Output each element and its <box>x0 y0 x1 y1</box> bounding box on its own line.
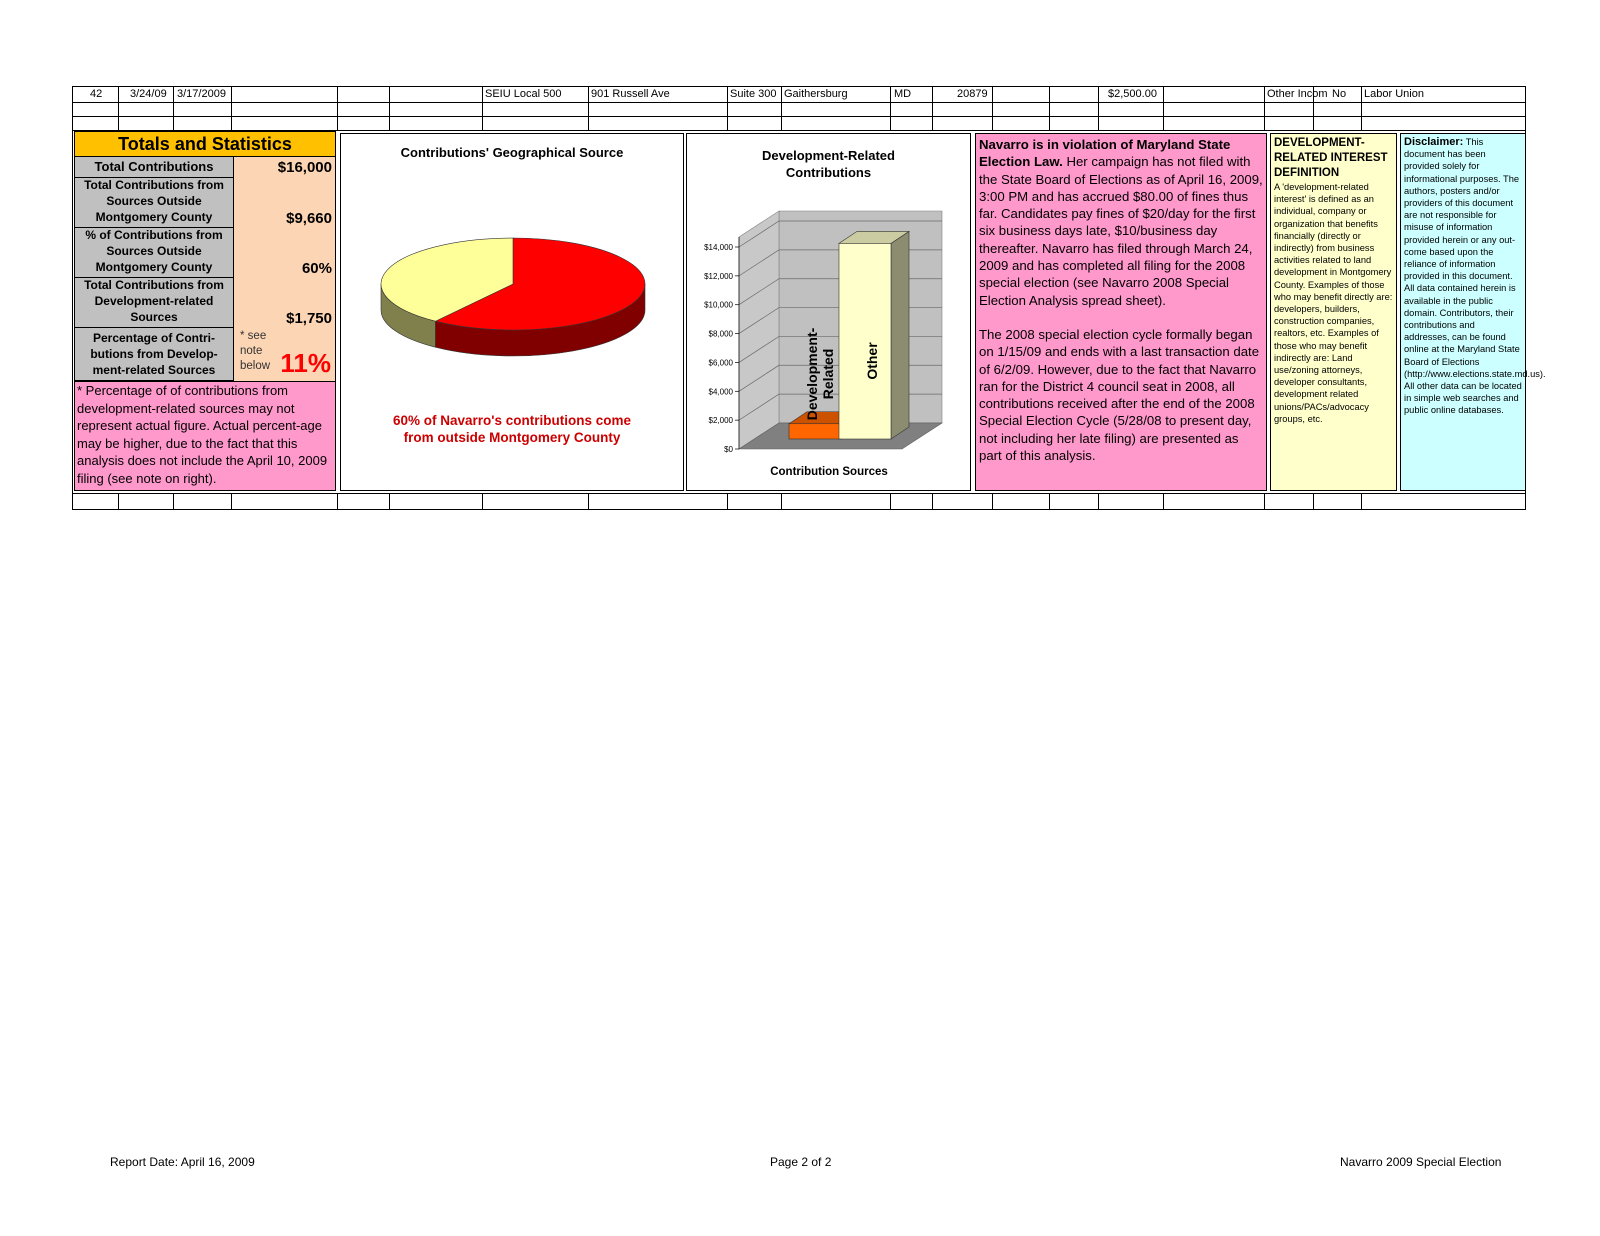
definition-body: A 'development-related interest' is defined as an individual, company or organization that benefits financially (directly or indirectly) from business activities related to land development in Montgomery County. Examples of those who may benefit directly are: developers, builders, construction companies, realtors, etc. Examples of those who may benefit indirectly are: Land use/zoning attorneys, developer consultants, development related unions/PACs/advocacy groups, etc. <box>1274 182 1393 424</box>
totals-value-percent <box>233 327 335 381</box>
row-address: 901 Russell Ave <box>591 88 670 100</box>
totals-row <box>75 327 335 381</box>
totals-label: % of Contributions from Sources Outside Montgomery County <box>85 228 223 274</box>
definition-heading: DEVELOPMENT-RELATED INTEREST DEFINITION <box>1274 137 1388 179</box>
row-state: MD <box>894 88 912 100</box>
geo-source-chart <box>340 133 684 491</box>
bar-0 <box>789 424 841 439</box>
bar-category-label: Other <box>864 342 880 380</box>
disclaimer-body: This document has been provided solely for informational purposes. The authors, posters and/or providers of this document are not responsible for misuse of information provided herein or any out-come based upon the reliance of information provided in this document. All data contained herein is available in the public domain. Contributors, their contributions and addresses, can be found online at the Maryland State Board of Elections (http://www.elections.state.md.us). All other data can be located in simple web searches and public online databases. <box>1404 137 1546 416</box>
violation-paragraph-2: The 2008 special election cycle formally began on 1/15/09 and ends with a last transaction date of 6/2/09. However, due to the fact that Navarro ran for the District 4 council seat in 2008, all contributions received after the end of the 2008 Special Election Cycle (5/28/08 to present day, not including her late filing) are presented as part of this analysis. <box>979 326 1260 464</box>
bar-x-axis-label: Contribution Sources <box>770 466 888 478</box>
totals-row <box>75 157 335 178</box>
bar-category-line: Related <box>820 348 836 400</box>
violation-paragraph-1 <box>979 136 1263 309</box>
definition-panel <box>1270 133 1397 491</box>
bar-tick-label: $14,000 <box>704 243 733 252</box>
totals-value: 60% <box>233 227 335 277</box>
totals-label: Total Contributions from Development-related Sources <box>84 278 224 324</box>
row-category: Labor Union <box>1364 88 1424 100</box>
row-type: Other Incom <box>1267 88 1328 100</box>
percentage-footnote: * Percentage of of contributions from development-related sources may not represent actual figure. Actual percent-age may be higher, due to the fact that this analysis does not include the April 10, 2009 filing (see note on right). <box>74 381 336 491</box>
violation-headline: Navarro is in violation of Maryland State Election Law. <box>979 137 1231 170</box>
row-flag: No <box>1332 88 1347 100</box>
bar-tick-label: $6,000 <box>708 358 733 368</box>
bar-tick-label: $4,000 <box>708 387 733 397</box>
totals-panel <box>74 131 336 381</box>
totals-row <box>75 227 335 278</box>
bar-tick-label: $0 <box>724 445 733 454</box>
report-date: Report Date: April 16, 2009 <box>110 1155 255 1169</box>
page-number: Page 2 of 2 <box>770 1155 832 1169</box>
dev-percent-value: 11% <box>280 348 331 378</box>
totals-row <box>75 177 335 228</box>
totals-label: Total Contributions <box>94 159 214 174</box>
bar-tick-label: $2,000 <box>708 416 733 426</box>
bar-side-1 <box>891 231 909 439</box>
row-date-filed: 3/17/2009 <box>177 88 226 100</box>
bar-tick-label: $10,000 <box>704 300 733 310</box>
disclaimer-heading: Disclaimer: <box>1404 136 1464 148</box>
totals-row <box>75 277 335 328</box>
row-amount: $2,500.00 <box>1108 88 1157 100</box>
bar-1 <box>839 243 891 439</box>
violation-notice <box>975 133 1267 491</box>
dev-related-chart <box>686 133 971 491</box>
totals-label: Percentage of Contri-butions from Develop-ment-related Sources <box>90 331 218 377</box>
row-contributor-name: SEIU Local 500 <box>485 88 562 100</box>
bar-chart <box>687 189 972 489</box>
totals-value: $16,000 <box>233 157 335 177</box>
bar-tick-label: $12,000 <box>704 271 733 281</box>
pie-chart <box>341 194 685 414</box>
row-city: Gaithersburg <box>784 88 848 100</box>
bar-tick-label: $8,000 <box>708 329 733 339</box>
row-zip: 20879 <box>957 88 988 100</box>
totals-label: Total Contributions from Sources Outside Montgomery County <box>84 178 224 224</box>
disclaimer-panel <box>1400 133 1546 491</box>
bar-chart-title: Development-Related Contributions <box>762 148 895 180</box>
pie-caption: 60% of Navarro's contributions come from outside Montgomery County <box>392 413 632 445</box>
totals-header: Totals and Statistics <box>75 132 335 157</box>
report-title: Navarro 2009 Special Election <box>1340 1155 1502 1169</box>
see-note-aside: * see note below <box>240 330 271 372</box>
pie-chart-title: Contributions' Geographical Source <box>400 145 624 160</box>
row-suite: Suite 300 <box>730 88 777 100</box>
totals-value: $9,660 <box>233 177 335 227</box>
row-number: 42 <box>90 88 103 100</box>
violation-body: Her campaign has not filed with the State Board of Elections as of April 16, 2009, 3:00 PM and has accrued $80.00 of fines thus far. Candidates pay fines of $20/day for the first six business days late, $10/business day thereafter. Navarro has filed through March 24, 2009 and has completed all filing for the 2008 special election (see Navarro 2008 Special Election Analysis spread sheet). <box>979 154 1263 308</box>
totals-value: $1,750 <box>233 277 335 327</box>
bar-category-line: Development- <box>804 327 820 421</box>
row-date-received: 3/24/09 <box>130 88 167 100</box>
